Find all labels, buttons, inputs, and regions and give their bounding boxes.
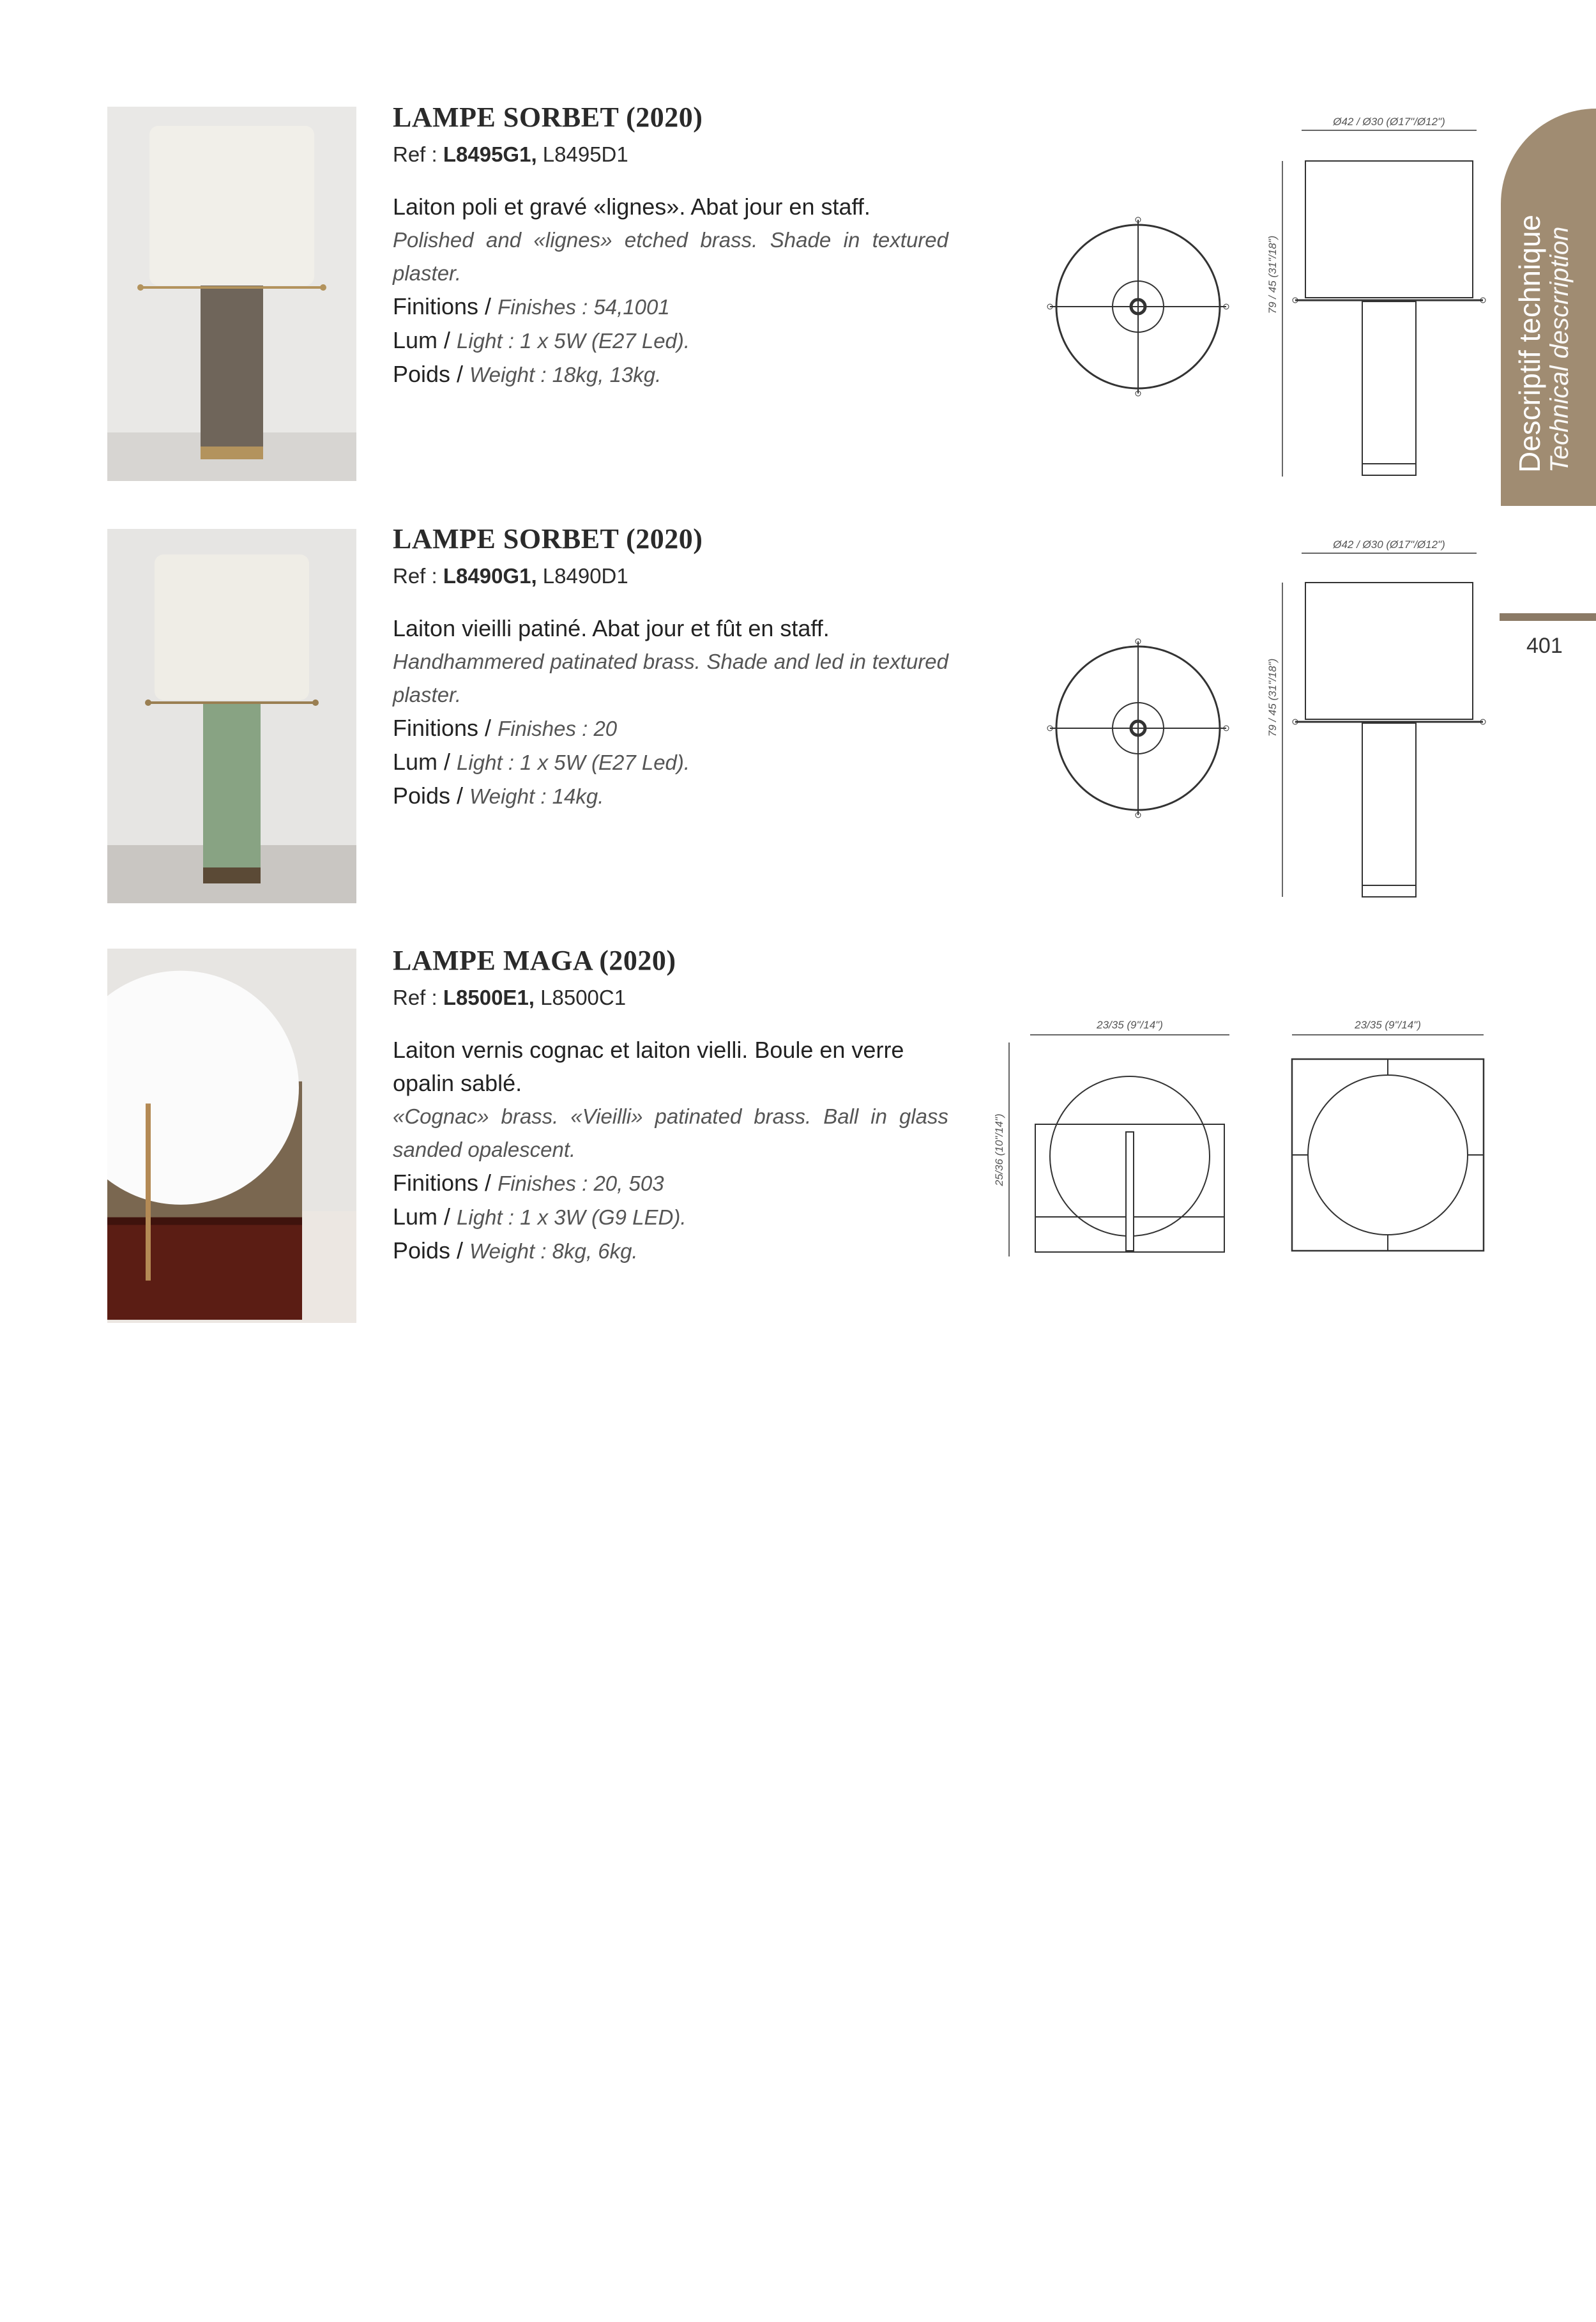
weight-label: Poids /: [393, 1237, 470, 1264]
dimension-top-label: Ø42 / Ø30 (Ø17"/Ø12"): [1333, 538, 1445, 551]
finishes-value: Finishes : 20: [498, 717, 618, 740]
weight-line: [393, 1234, 948, 1268]
weight-line: [393, 779, 948, 813]
weight-label: Poids /: [393, 783, 470, 809]
finishes-label: Finitions /: [393, 715, 498, 741]
product-reference: [393, 562, 948, 590]
light-line: [393, 324, 948, 358]
side-view-drawing: [1282, 130, 1486, 477]
weight-value: Weight : 8kg, 6kg.: [469, 1239, 638, 1263]
technical-drawing: [1035, 115, 1507, 492]
technical-drawing: [987, 1009, 1498, 1265]
light-label: Lum /: [393, 1203, 457, 1230]
ref-alt: L8490D1: [536, 564, 628, 588]
dimension-top-label: Ø42 / Ø30 (Ø17"/Ø12"): [1333, 116, 1445, 128]
product-title: LAMPE MAGA (2020): [393, 945, 676, 976]
top-view-drawing: [1292, 1035, 1484, 1251]
light-value: Light : 1 x 5W (E27 Led).: [457, 329, 690, 353]
dimension-side-label: 79 / 45 (31"/18"): [1266, 658, 1279, 737]
page-number-rule: [1500, 613, 1596, 621]
light-label: Lum /: [393, 327, 457, 353]
product-reference: [393, 984, 948, 1012]
dimension-side-label: 79 / 45 (31"/18"): [1266, 235, 1279, 314]
light-value: Light : 1 x 3W (G9 LED).: [457, 1205, 687, 1229]
product-photo: [107, 949, 356, 1323]
description-fr: Laiton poli et gravé «lignes». Abat jour en staff.: [393, 194, 870, 220]
top-view-drawing: [1047, 639, 1229, 818]
ref-prefix: Ref :: [393, 564, 443, 588]
description-en: Polished and «lignes» etched brass. Shade in textured plaster.: [393, 228, 948, 285]
product-text: [393, 101, 948, 392]
section-tab-text: [1514, 89, 1574, 473]
description-fr: Laiton vernis cognac et laiton vielli. Boule en verre opalin sablé.: [393, 1037, 904, 1096]
description-fr: Laiton vieilli patiné. Abat jour et fût en staff.: [393, 615, 830, 641]
top-view-drawing: [1047, 217, 1229, 396]
ref-main: L8500E1,: [443, 986, 535, 1009]
finishes-line: [393, 1166, 948, 1200]
finishes-line: [393, 712, 948, 745]
front-view-drawing: [1009, 1035, 1229, 1256]
light-label: Lum /: [393, 749, 457, 775]
ref-alt: L8495D1: [536, 142, 628, 166]
light-line: [393, 745, 948, 779]
product-title: LAMPE SORBET (2020): [393, 102, 703, 133]
dimension-side-label: 25/36 (10"/14"): [993, 1113, 1005, 1186]
light-value: Light : 1 x 5W (E27 Led).: [457, 751, 690, 774]
light-line: [393, 1200, 948, 1234]
section-subtitle: Technical descrription: [1546, 226, 1574, 473]
ref-main: L8495G1,: [443, 142, 537, 166]
technical-drawing: [1035, 538, 1507, 915]
dimension-top-left-label: 23/35 (9"/14"): [1097, 1019, 1163, 1031]
ref-prefix: Ref :: [393, 142, 443, 166]
product-text: [393, 944, 948, 1268]
product-title: LAMPE SORBET (2020): [393, 523, 703, 554]
page-number: 401: [1526, 634, 1563, 658]
description-en: «Cognac» brass. «Vieilli» patinated brass. Ball in glass sanded opalescent.: [393, 1104, 948, 1161]
section-title: Descriptif technique: [1513, 215, 1546, 473]
weight-value: Weight : 14kg.: [469, 784, 604, 808]
dimension-top-right-label: 23/35 (9"/14"): [1355, 1019, 1421, 1031]
product-reference: [393, 141, 948, 169]
weight-label: Poids /: [393, 361, 470, 387]
product-text: [393, 523, 948, 813]
ref-alt: L8500C1: [534, 986, 627, 1009]
product-photo: [107, 529, 356, 903]
finishes-label: Finitions /: [393, 293, 498, 319]
finishes-value: Finishes : 20, 503: [498, 1172, 664, 1195]
finishes-value: Finishes : 54,1001: [498, 295, 670, 319]
weight-line: [393, 358, 948, 392]
side-view-drawing: [1282, 553, 1486, 897]
ref-prefix: Ref :: [393, 986, 443, 1009]
weight-value: Weight : 18kg, 13kg.: [469, 363, 662, 386]
ref-main: L8490G1,: [443, 564, 537, 588]
description-en: Handhammered patinated brass. Shade and led in textured plaster.: [393, 650, 948, 707]
finishes-line: [393, 290, 948, 324]
product-photo: [107, 107, 356, 481]
finishes-label: Finitions /: [393, 1170, 498, 1196]
